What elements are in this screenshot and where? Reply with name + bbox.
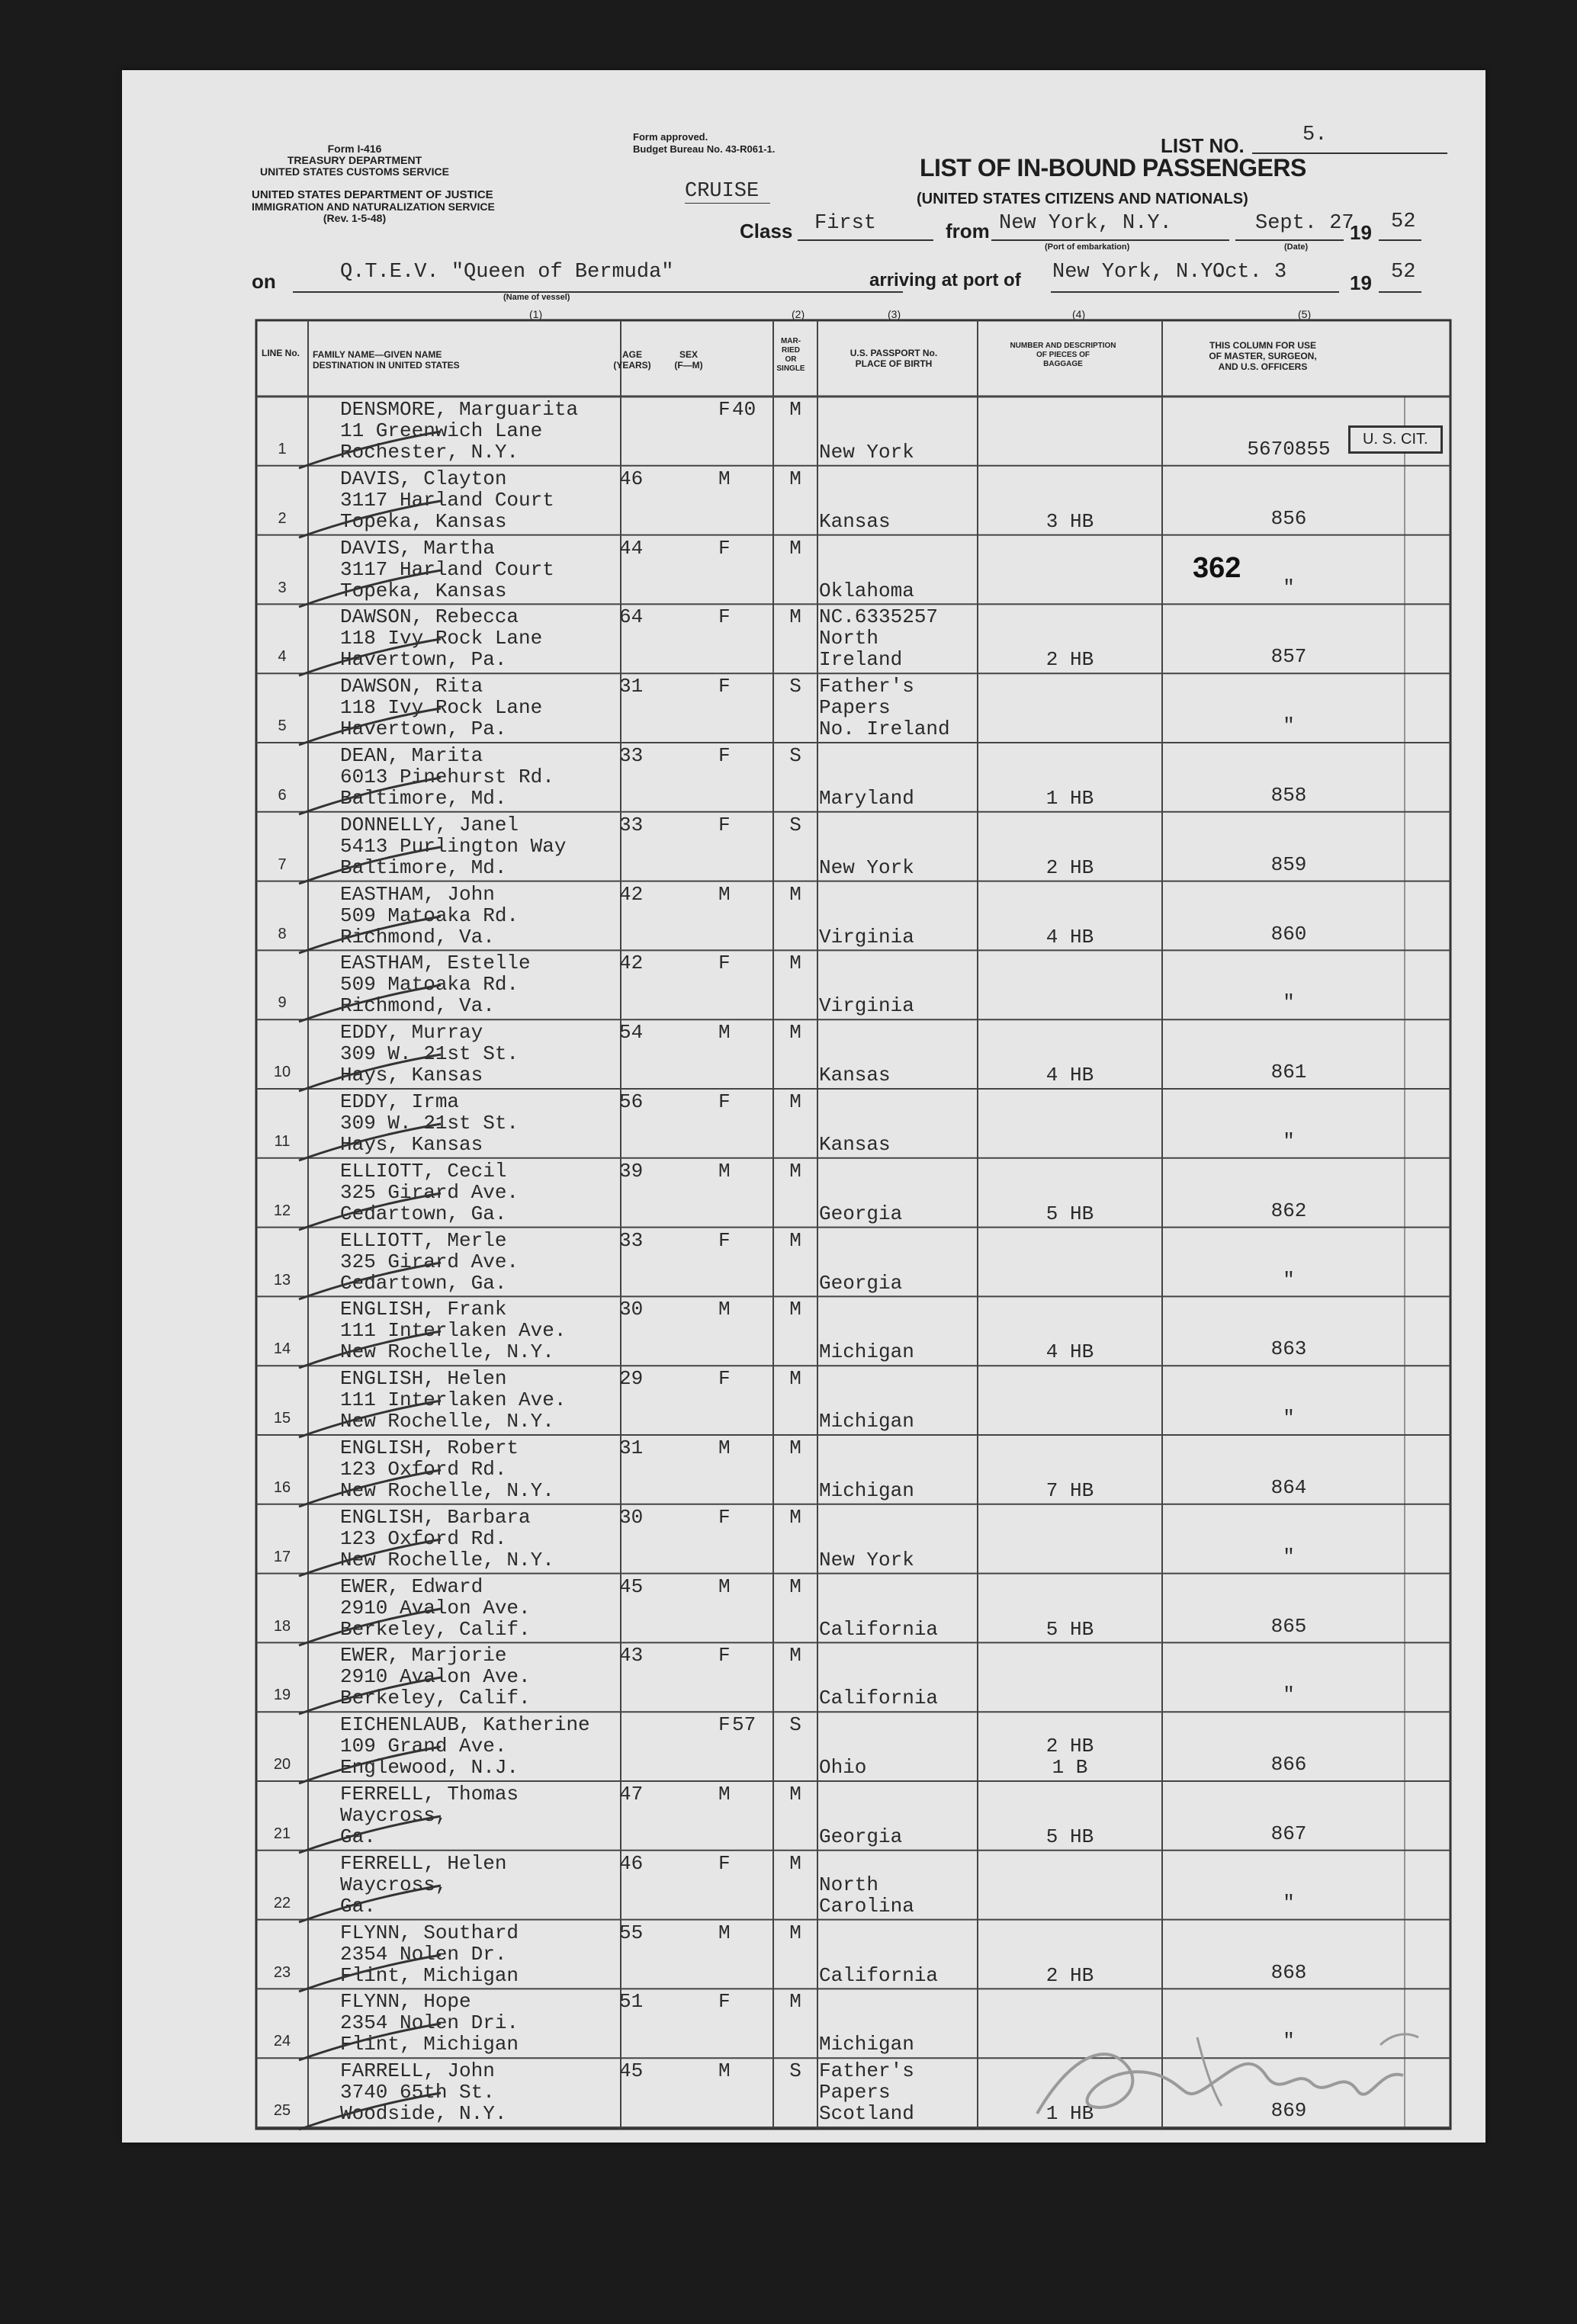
list-no-label: LIST NO. (1161, 134, 1245, 157)
cruise-label: CRUISE (685, 180, 760, 203)
passenger-city: New Rochelle, N.Y. (340, 1548, 554, 1571)
department-of-justice: UNITED STATES DEPARTMENT OF JUSTICE (252, 188, 493, 201)
passenger-name: DAWSON, Rebecca (340, 605, 519, 629)
header-name-destination: FAMILY NAME—GIVEN NAME DESTINATION IN UNITED STATES (313, 349, 460, 371)
place-of-birth: NC.6335257 (819, 605, 939, 629)
column-index: (1) (529, 308, 543, 320)
passenger-sex: F (718, 605, 731, 629)
line-number: 21 (273, 1825, 291, 1842)
passenger-age: 44 (619, 536, 644, 560)
passenger-name: DENSMORE, Marguarita (340, 398, 579, 421)
passenger-address: 509 Matoaka Rd. (340, 973, 519, 997)
place-of-birth: New York (819, 441, 914, 464)
baggage-description: 1 HB (1045, 787, 1094, 810)
marital-status: M (789, 536, 801, 560)
marital-status: S (789, 2059, 801, 2083)
passenger-sex: F (718, 1090, 731, 1113)
passenger-name: FERRELL, Thomas (340, 1783, 519, 1806)
passenger-age: 45 (619, 1574, 644, 1598)
passenger-address: 325 Girard Ave. (340, 1180, 519, 1204)
baggage-description: 5 HB (1045, 1617, 1094, 1641)
passenger-sex: F (718, 536, 731, 560)
place-of-birth: No. Ireland (819, 717, 950, 741)
officer-number: " (1283, 991, 1295, 1015)
marital-status: M (789, 1367, 801, 1391)
passenger-city: Rochester, N.Y. (340, 441, 519, 464)
baggage-description: 1 B (1052, 1756, 1088, 1780)
passenger-city: New Rochelle, N.Y. (340, 1410, 554, 1433)
marital-status: M (789, 1644, 801, 1668)
passenger-sex: F (718, 398, 731, 421)
officer-number: 860 (1270, 922, 1307, 945)
passenger-city: Hays, Kansas (340, 1064, 483, 1087)
marital-status: M (789, 952, 801, 975)
officer-number: 867 (1270, 1822, 1307, 1845)
form-number: Form I-416 (327, 143, 382, 155)
place-of-birth: Father's (819, 2059, 914, 2083)
passenger-city: Flint, Michigan (340, 2033, 519, 2056)
officer-number: " (1283, 1268, 1295, 1292)
passenger-name: EDDY, Irma (340, 1090, 460, 1113)
header-baggage: NUMBER AND DESCRIPTION OF PIECES OF BAGGAGE (1010, 342, 1116, 368)
passenger-sex: M (718, 1021, 731, 1045)
passenger-age: 46 (619, 1851, 644, 1875)
place-of-birth: Georgia (819, 1271, 903, 1295)
passenger-city: Ga. (340, 1894, 376, 1918)
officer-number: " (1283, 1684, 1295, 1707)
departure-date: Sept. 27 (1255, 212, 1354, 235)
column-index: (5) (1298, 308, 1312, 320)
header-officers: THIS COLUMN FOR USE OF MASTER, SURGEON, AND U.S. OFFICERS (1209, 340, 1317, 372)
passenger-sex: F (718, 1990, 731, 2014)
line-number: 14 (273, 1340, 291, 1358)
header-married: MAR- RIED OR SINGLE (776, 337, 805, 373)
passenger-age: 30 (619, 1505, 644, 1529)
place-of-birth: Virginia (819, 925, 914, 949)
passenger-age: 46 (619, 467, 644, 490)
line-number: 19 (273, 1687, 291, 1704)
baggage-description: 5 HB (1045, 1202, 1094, 1225)
passenger-address: 109 Grand Ave. (340, 1735, 507, 1758)
passenger-city: Baltimore, Md. (340, 855, 507, 879)
baggage-description: 4 HB (1045, 1064, 1094, 1087)
handwritten-number: 362 (1193, 552, 1241, 584)
officer-number: 864 (1270, 1476, 1307, 1499)
column-index: (4) (1072, 308, 1086, 320)
passenger-city: Topeka, Kansas (340, 579, 507, 602)
class-label: Class (740, 220, 793, 242)
line-number: 2 (278, 509, 287, 527)
line-number: 24 (273, 2033, 291, 2050)
passenger-age: 33 (619, 744, 644, 767)
line-number: 3 (278, 579, 287, 596)
passenger-age: 42 (619, 952, 644, 975)
place-of-birth: Michigan (819, 2033, 914, 2056)
passenger-address: 118 Ivy Rock Lane (340, 696, 543, 720)
marital-status: M (789, 467, 801, 490)
officer-number: 5670855 (1247, 438, 1331, 461)
passenger-age: 39 (619, 1159, 644, 1183)
line-number: 18 (273, 1617, 291, 1635)
officer-number: 861 (1270, 1061, 1307, 1084)
column-index: (2) (792, 308, 805, 320)
header-sex: SEX (F—M) (674, 349, 703, 371)
marital-status: M (789, 1574, 801, 1598)
officer-number: 868 (1270, 1960, 1307, 1984)
passenger-sex: F (718, 1505, 731, 1529)
officer-number: 856 (1270, 506, 1307, 530)
marital-status: M (789, 1021, 801, 1045)
passenger-city: Cedartown, Ga. (340, 1202, 507, 1225)
arrival-date: Oct. 3 (1212, 261, 1287, 284)
passenger-address: 325 Girard Ave. (340, 1250, 519, 1273)
passenger-age: 40 (732, 398, 756, 421)
marital-status: M (789, 605, 801, 629)
marital-status: M (789, 398, 801, 421)
baggage-description: 4 HB (1045, 1340, 1094, 1364)
place-of-birth: Ohio (819, 1756, 867, 1780)
revision-date: (Rev. 1-5-48) (323, 212, 387, 224)
passenger-name: DAWSON, Rita (340, 675, 483, 698)
officer-number: 862 (1270, 1199, 1307, 1222)
passenger-address: 11 Greenwich Lane (340, 419, 543, 442)
baggage-description: 2 HB (1045, 1735, 1094, 1758)
marital-status: M (789, 1436, 801, 1459)
passenger-name: ENGLISH, Barbara (340, 1505, 531, 1529)
passenger-age: 42 (619, 882, 644, 906)
passenger-name: ENGLISH, Frank (340, 1298, 507, 1321)
passenger-sex: F (718, 952, 731, 975)
passenger-city: Baltimore, Md. (340, 787, 507, 810)
passenger-sex: F (718, 1228, 731, 1252)
line-number: 15 (273, 1410, 291, 1427)
passenger-address: 2910 Avalon Ave. (340, 1596, 531, 1619)
passenger-sex: F (718, 675, 731, 698)
passenger-sex: M (718, 1921, 731, 1944)
officer-number: " (1283, 1130, 1295, 1153)
arrival-year: 52 (1391, 261, 1416, 284)
passenger-age: 31 (619, 675, 644, 698)
header-line-no: LINE No. (262, 348, 300, 358)
passenger-name: EICHENLAUB, Katherine (340, 1713, 590, 1737)
vessel-name: Q.T.E.V. "Queen of Bermuda" (340, 261, 674, 284)
place-of-birth: California (819, 1963, 939, 1987)
treasury-department: TREASURY DEPARTMENT (287, 154, 422, 166)
passenger-city: Richmond, Va. (340, 994, 495, 1018)
place-of-birth: North (819, 1873, 879, 1896)
passenger-sex: F (718, 1644, 731, 1668)
baggage-description: 1 HB (1045, 2102, 1094, 2126)
passenger-sex: M (718, 1298, 731, 1321)
passenger-age: 45 (619, 2059, 644, 2083)
passenger-age: 43 (619, 1644, 644, 1668)
baggage-description: 3 HB (1045, 509, 1094, 533)
line-number: 5 (278, 717, 287, 735)
line-number: 25 (273, 2102, 291, 2120)
place-of-birth: Oklahoma (819, 579, 914, 602)
baggage-description: 7 HB (1045, 1479, 1094, 1502)
officer-number: 857 (1270, 645, 1307, 669)
class-value: First (814, 212, 877, 235)
marital-status: M (789, 1783, 801, 1806)
line-number: 7 (278, 855, 287, 873)
passenger-name: DAVIS, Martha (340, 536, 495, 560)
officer-number: " (1283, 1545, 1295, 1568)
passenger-city: Woodside, N.Y. (340, 2102, 507, 2126)
passenger-age: 31 (619, 1436, 644, 1459)
passenger-sex: M (718, 1159, 731, 1183)
passenger-age: 56 (619, 1090, 644, 1113)
from-value: New York, N.Y. (999, 212, 1172, 235)
marital-status: M (789, 1990, 801, 2014)
passenger-city: Englewood, N.J. (340, 1756, 519, 1780)
passenger-sex: F (718, 1713, 731, 1737)
line-number: 17 (273, 1548, 291, 1565)
passenger-age: 33 (619, 813, 644, 836)
line-number: 8 (278, 925, 287, 942)
passenger-name: FERRELL, Helen (340, 1851, 507, 1875)
place-of-birth: Papers (819, 696, 891, 720)
passenger-address: 111 Interlaken Ave. (340, 1388, 567, 1412)
officer-number: " (1283, 2030, 1295, 2053)
passenger-address: 3117 Harland Court (340, 557, 554, 581)
passenger-address: 118 Ivy Rock Lane (340, 627, 543, 650)
baggage-description: 2 HB (1045, 855, 1094, 879)
passenger-name: EASTHAM, John (340, 882, 495, 906)
immigration-service: IMMIGRATION AND NATURALIZATION SERVICE (252, 201, 495, 213)
line-number: 16 (273, 1479, 291, 1496)
departure-year: 52 (1391, 210, 1416, 233)
passenger-address: 2354 Nolen Dr. (340, 1942, 507, 1966)
place-of-birth: Michigan (819, 1340, 914, 1364)
line-number: 11 (274, 1133, 291, 1150)
marital-status: S (789, 675, 801, 698)
place-of-birth: Kansas (819, 509, 891, 533)
passenger-address: 309 W. 21st St. (340, 1042, 519, 1066)
place-of-birth: Georgia (819, 1825, 903, 1848)
baggage-description: 4 HB (1045, 925, 1094, 949)
officer-number: 859 (1270, 852, 1307, 876)
passenger-name: DONNELLY, Janel (340, 813, 519, 836)
arriving-label: arriving at port of (869, 270, 1021, 290)
passenger-sex: F (718, 813, 731, 836)
passenger-address: 111 Interlaken Ave. (340, 1319, 567, 1343)
officer-number: 865 (1270, 1614, 1307, 1638)
list-subtitle: (UNITED STATES CITIZENS AND NATIONALS) (917, 191, 1248, 207)
place-of-birth: Father's (819, 675, 914, 698)
place-of-birth: Georgia (819, 1202, 903, 1225)
baggage-description: 2 HB (1045, 648, 1094, 672)
passenger-sex: F (718, 1367, 731, 1391)
place-of-birth: California (819, 1617, 939, 1641)
passenger-age: 54 (619, 1021, 644, 1045)
passenger-address: 3740 65th St. (340, 2081, 495, 2104)
passenger-city: New Rochelle, N.Y. (340, 1479, 554, 1502)
marital-status: M (789, 1090, 801, 1113)
passenger-city: Richmond, Va. (340, 925, 495, 949)
place-of-birth: Michigan (819, 1410, 914, 1433)
line-number: 20 (273, 1756, 291, 1773)
passenger-name: FLYNN, Southard (340, 1921, 519, 1944)
marital-status: M (789, 882, 801, 906)
list-no-value: 5. (1302, 124, 1328, 146)
passenger-sex: M (718, 1783, 731, 1806)
passenger-sex: F (718, 1851, 731, 1875)
line-number: 13 (273, 1271, 291, 1289)
marital-status: S (789, 1713, 801, 1737)
passenger-city: Havertown, Pa. (340, 648, 507, 672)
officer-number: " (1283, 714, 1295, 738)
passenger-address: 6013 Pinehurst Rd. (340, 766, 554, 788)
place-of-birth: Ireland (819, 648, 903, 672)
passenger-city: New Rochelle, N.Y. (340, 1340, 554, 1364)
passenger-age: 29 (619, 1367, 644, 1391)
passenger-address: 3117 Harland Court (340, 488, 554, 512)
place-of-birth: Michigan (819, 1479, 914, 1502)
passenger-name: FLYNN, Hope (340, 1990, 471, 2014)
place-of-birth: Papers (819, 2081, 891, 2104)
baggage-description: 5 HB (1045, 1825, 1094, 1848)
place-of-birth: New York (819, 1548, 914, 1571)
passenger-age: 30 (619, 1298, 644, 1321)
passenger-name: ELLIOTT, Merle (340, 1228, 507, 1252)
passenger-age: 57 (732, 1713, 756, 1737)
header-passport: U.S. PASSPORT No. PLACE OF BIRTH (850, 348, 938, 369)
baggage-description: 2 HB (1045, 1963, 1094, 1987)
line-number: 9 (278, 994, 287, 1012)
passenger-name: ENGLISH, Helen (340, 1367, 507, 1391)
arriving-port: New York, N.Y. (1052, 261, 1225, 284)
budget-bureau: Budget Bureau No. 43-R061-1. (633, 143, 776, 155)
passenger-address: Waycross, (340, 1873, 448, 1896)
passenger-age: 47 (619, 1783, 644, 1806)
passenger-sex: F (718, 744, 731, 767)
date-caption: (Date) (1284, 242, 1309, 252)
line-number: 1 (278, 441, 287, 457)
on-label: on (252, 270, 276, 293)
year-prefix-departure: 19 (1350, 221, 1372, 244)
line-number: 23 (273, 1963, 291, 1981)
passenger-age: 51 (619, 1990, 644, 2014)
officer-number: 869 (1270, 2099, 1307, 2123)
line-number: 10 (273, 1064, 291, 1081)
officer-signature (1022, 1992, 1449, 2144)
vessel-caption: (Name of vessel) (503, 293, 570, 302)
marital-status: S (789, 813, 801, 836)
from-label: from (946, 220, 990, 242)
passenger-age: 55 (619, 1921, 644, 1944)
officer-number: " (1283, 1891, 1295, 1915)
line-number: 4 (278, 648, 287, 666)
column-index: (3) (888, 308, 901, 320)
place-of-birth: Scotland (819, 2102, 914, 2126)
passenger-city: Cedartown, Ga. (340, 1271, 507, 1295)
passenger-city: Flint, Michigan (340, 1963, 519, 1987)
officer-number: " (1283, 1407, 1295, 1430)
passenger-city: Berkeley, Calif. (340, 1617, 531, 1641)
line-number: 6 (278, 787, 287, 804)
place-of-birth: Kansas (819, 1064, 891, 1087)
passenger-name: EWER, Marjorie (340, 1644, 507, 1668)
passenger-address: 309 W. 21st St. (340, 1112, 519, 1135)
passenger-name: ENGLISH, Robert (340, 1436, 519, 1459)
passenger-address: 5413 Purlington Way (340, 834, 567, 858)
officer-number: 866 (1270, 1753, 1307, 1777)
passenger-city: Havertown, Pa. (340, 717, 507, 741)
officer-number: " (1283, 576, 1295, 599)
place-of-birth: Kansas (819, 1133, 891, 1156)
passenger-city: Berkeley, Calif. (340, 1687, 531, 1710)
passenger-city: Topeka, Kansas (340, 509, 507, 533)
passenger-age: 33 (619, 1228, 644, 1252)
passenger-name: EASTHAM, Estelle (340, 952, 531, 975)
passenger-sex: M (718, 1574, 731, 1598)
passenger-address: 2354 Nolen Dri. (340, 2011, 519, 2035)
marital-status: M (789, 1159, 801, 1183)
marital-status: S (789, 744, 801, 767)
passenger-address: 509 Matoaka Rd. (340, 904, 519, 927)
line-number: 12 (273, 1202, 291, 1219)
customs-service: UNITED STATES CUSTOMS SERVICE (260, 165, 449, 178)
passenger-name: EDDY, Murray (340, 1021, 483, 1045)
place-of-birth: Maryland (819, 787, 914, 810)
passenger-name: DEAN, Marita (340, 744, 483, 767)
place-of-birth: North (819, 627, 879, 650)
place-of-birth: Carolina (819, 1894, 914, 1918)
officer-number: 858 (1270, 784, 1307, 807)
check-mark (296, 2091, 448, 2137)
passenger-sex: M (718, 882, 731, 906)
passenger-city: Hays, Kansas (340, 1133, 483, 1156)
header-age: AGE (YEARS) (613, 349, 651, 371)
passenger-city: Ga. (340, 1825, 376, 1848)
marital-status: M (789, 1505, 801, 1529)
marital-status: M (789, 1851, 801, 1875)
marital-status: M (789, 1921, 801, 1944)
year-prefix-arrival: 19 (1350, 271, 1372, 294)
passenger-manifest-page (122, 70, 1485, 2143)
passenger-sex: M (718, 1436, 731, 1459)
list-title: LIST OF IN-BOUND PASSENGERS (920, 154, 1306, 181)
passenger-sex: M (718, 467, 731, 490)
passenger-address: Waycross, (340, 1804, 448, 1827)
passenger-address: 2910 Avalon Ave. (340, 1665, 531, 1689)
passenger-name: FARRELL, John (340, 2059, 495, 2083)
passenger-name: ELLIOTT, Cecil (340, 1159, 507, 1183)
passenger-name: DAVIS, Clayton (340, 467, 507, 490)
place-of-birth: New York (819, 855, 914, 879)
passenger-age: 64 (619, 605, 644, 629)
place-of-birth: California (819, 1687, 939, 1710)
marital-status: M (789, 1228, 801, 1252)
us-citizen-stamp: U. S. CIT. (1348, 425, 1443, 454)
marital-status: M (789, 1298, 801, 1321)
line-number: 22 (273, 1894, 291, 1912)
form-approved: Form approved. (633, 131, 708, 143)
passenger-address: 123 Oxford Rd. (340, 1526, 507, 1550)
place-of-birth: Virginia (819, 994, 914, 1018)
passenger-name: EWER, Edward (340, 1574, 483, 1598)
passenger-sex: M (718, 2059, 731, 2083)
officer-number: 863 (1270, 1337, 1307, 1361)
port-embarkation-caption: (Port of embarkation) (1045, 242, 1130, 252)
passenger-address: 123 Oxford Rd. (340, 1458, 507, 1481)
